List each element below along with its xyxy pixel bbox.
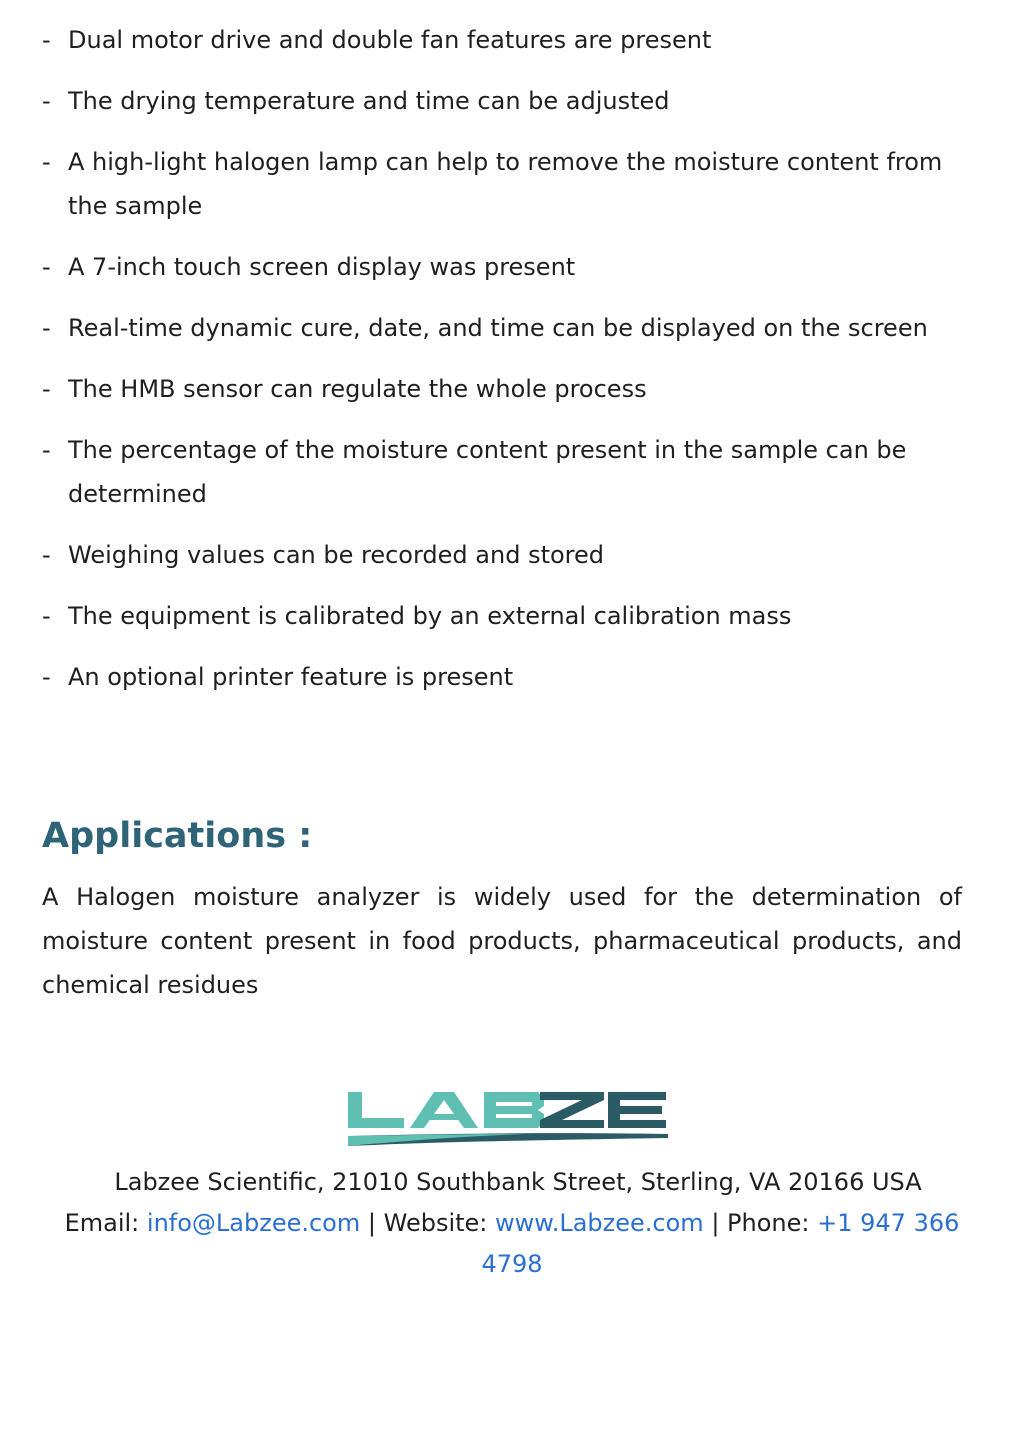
list-item-text: The equipment is calibrated by an external calibration mass xyxy=(68,602,792,630)
bullet-dash: - xyxy=(42,26,51,54)
bullet-dash: - xyxy=(42,253,51,281)
bullet-dash: - xyxy=(42,602,51,630)
email-label: Email: xyxy=(64,1209,140,1237)
list-item-text: The drying temperature and time can be adjusted xyxy=(68,87,670,115)
bullet-dash: - xyxy=(42,541,51,569)
list-item-text: A 7-inch touch screen display was present xyxy=(68,253,576,281)
list-item xyxy=(42,18,972,62)
labzee-logo xyxy=(344,1088,672,1150)
list-item xyxy=(42,306,972,350)
list-item-text: An optional printer feature is present xyxy=(68,663,514,691)
email-link[interactable]: info@Labzee.com xyxy=(146,1209,361,1237)
separator: | xyxy=(367,1209,376,1237)
list-item-text: A high-light halogen lamp can help to remove the moisture content from the sample xyxy=(68,148,943,220)
applications-paragraph: A Halogen moisture analyzer is widely used for the determination of moisture content present in food products, pharmaceutical products, and chemical residues xyxy=(42,883,962,999)
footer-address: Labzee Scientific, 21010 Southbank Street, Sterling, VA 20166 USA xyxy=(114,1168,922,1196)
list-item xyxy=(42,428,972,516)
bullet-dash: - xyxy=(42,663,51,691)
bullet-dash: - xyxy=(42,148,51,176)
list-item xyxy=(42,245,972,289)
applications-heading: Applications : xyxy=(42,816,313,856)
list-item xyxy=(42,367,972,411)
list-item-text: Real-time dynamic cure, date, and time can be displayed on the screen xyxy=(68,314,928,342)
bullet-dash: - xyxy=(42,314,51,342)
bullet-dash: - xyxy=(42,375,51,403)
list-item xyxy=(42,655,972,699)
separator: | xyxy=(711,1209,720,1237)
list-item-text: The percentage of the moisture content present in the sample can be determined xyxy=(68,436,907,508)
footer-contact xyxy=(62,1203,962,1285)
website-link[interactable]: www.Labzee.com xyxy=(495,1209,704,1237)
list-item xyxy=(42,140,972,228)
feature-list xyxy=(42,18,972,716)
list-item-text: The HMB sensor can regulate the whole process xyxy=(68,375,647,403)
bullet-dash: - xyxy=(42,436,51,464)
list-item xyxy=(42,533,972,577)
phone-label: Phone: xyxy=(727,1209,810,1237)
list-item-text: Weighing values can be recorded and stored xyxy=(68,541,605,569)
list-item xyxy=(42,594,972,638)
list-item xyxy=(42,79,972,123)
phone-link[interactable]: +1 947 366 4798 xyxy=(481,1209,960,1278)
list-item-text: Dual motor drive and double fan features are present xyxy=(68,26,712,54)
bullet-dash: - xyxy=(42,87,51,115)
website-label: Website: xyxy=(383,1209,488,1237)
